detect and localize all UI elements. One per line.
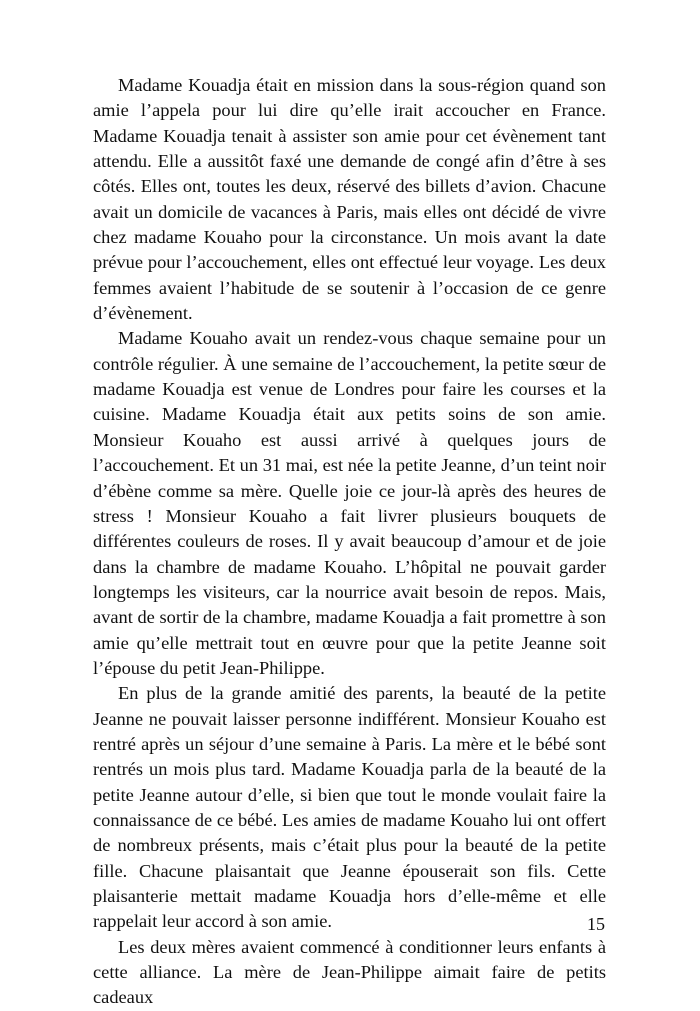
paragraph-3: En plus de la grande amitié des parents, la beauté de la petite Jeanne ne pouvait laisser personne indifférent. Monsieur Kouaho est rentré après un séjour d’une semaine à Paris. La mère et le bébé sont rentrés un mois plus tard. Madame Kouadja parla de la beauté de la petite Jeanne autour d’elle, si bien que tout le monde voulait faire la connaissance de ce bébé. Les amies de madame Kouaho lui ont offert de nombreux présents, mais c’était plus pour la beauté de la petite fille. Chacune plaisantait que Jeanne épouserait son fils. Cette plaisanterie mettait madame Kouadja hors d’elle-même et elle rappelait leur accord à son amie. (93, 683, 606, 932)
page-number: 15 (587, 914, 605, 934)
paragraph-4: Les deux mères avaient commencé à conditionner leurs enfants à cette alliance. La mère de Jean-Philippe aimait faire de petits cadeaux (93, 936, 606, 1008)
body-text (93, 73, 606, 1011)
paragraph-2: Madame Kouaho avait un rendez-vous chaque semaine pour un contrôle régulier. À une semaine de l’accouchement, la petite sœur de madame Kouadja est venue de Londres pour faire les courses et la cuisine. Madame Kouadja était aux petits soins de son amie. Monsieur Kouaho est aussi arrivé à quelques jours de l’accouchement. Et un 31 mai, est née la petite Jeanne, d’un teint noir d’ébène comme sa mère. Quelle joie ce jour-là après des heures de stress ! Monsieur Kouaho a fait livrer plusieurs bouquets de différentes couleurs de roses. Il y avait beaucoup d’amour et de joie dans la chambre de madame Kouaho. L’hôpital ne pouvait garder longtemps les visiteurs, car la nourrice avait besoin de repos. Mais, avant de sortir de la chambre, madame Kouadja a fait promettre à son amie qu’elle mettrait tout en œuvre pour que la petite Jeanne soit l’épouse du petit Jean-Philippe. (93, 328, 606, 678)
paragraph-1: Madame Kouadja était en mission dans la sous-région quand son amie l’appela pour lui dire qu’elle irait accoucher en France. Madame Kouadja tenait à assister son amie pour cet évènement tant attendu. Elle a aussitôt faxé une demande de congé afin d’être à ses côtés. Elles ont, toutes les deux, réservé des billets d’avion. Chacune avait un domicile de vacances à Paris, mais elles ont décidé de vivre chez madame Kouaho pour la circonstance. Un mois avant la date prévue pour l’accouchement, elles ont effectué leur voyage. Les deux femmes avaient l’habitude de se soutenir à l’occasion de ce genre d’évènement. (93, 75, 606, 324)
